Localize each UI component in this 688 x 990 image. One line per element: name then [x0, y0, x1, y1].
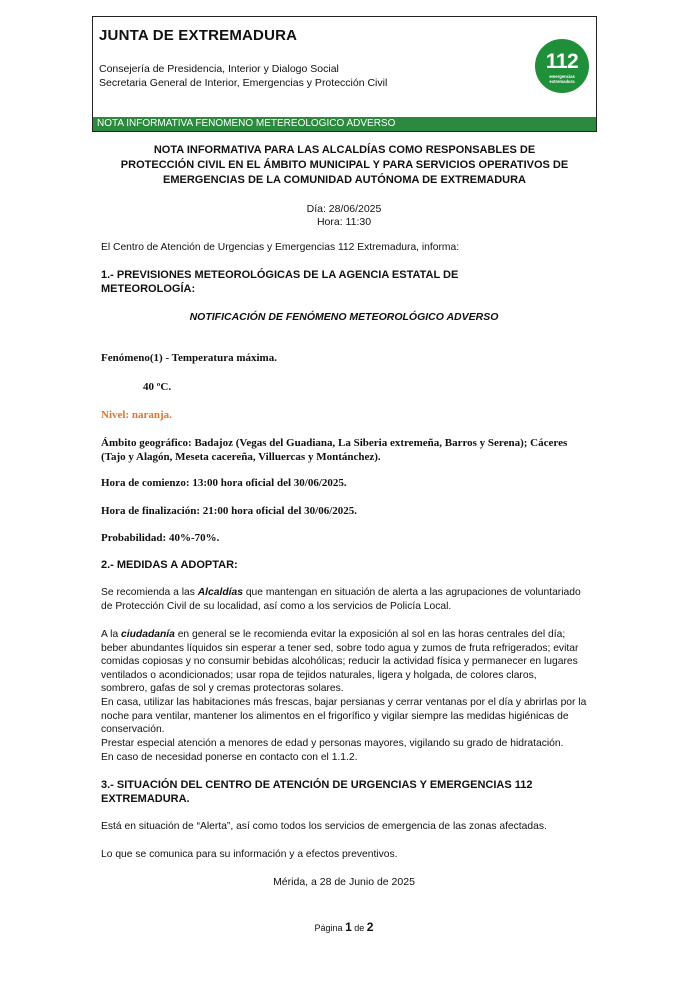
- temperature: 40 ºC.: [143, 381, 172, 393]
- measures-p2-line-5: sombrero, gafas de sol y cremas protectoras solares.: [101, 683, 344, 695]
- measures-p3-line-1: En casa, utilizar las habitaciones más frescas, bajar persianas y cerrar ventanas por el día y abrirlas por la: [101, 697, 587, 708]
- scope-line-1: Ámbito geográfico: Badajoz (Vegas del Guadiana, La Siberia extremeña, Barros y Serena); Cáceres: [101, 437, 568, 449]
- title-line-2: PROTECCIÓN CIVIL EN EL ÁMBITO MUNICIPAL Y PARA SERVICIOS OPERATIVOS DE: [120, 159, 569, 171]
- geographic-scope: [101, 436, 606, 464]
- measures-paragraph-1: [101, 586, 606, 613]
- section-1-heading-line-2: METEOROLOGÍA:: [101, 283, 196, 295]
- measures-paragraph-3: [101, 696, 606, 737]
- page-total: 2: [366, 920, 374, 934]
- section-3-heading: [101, 778, 606, 806]
- logo-number: 112: [545, 50, 579, 73]
- title-line-1: NOTA INFORMATIVA PARA LAS ALCALDÍAS COMO RESPONSABLES DE: [153, 144, 536, 156]
- text-run: en general se le recomienda evitar la exposición al sol en las horas centrales del día;: [174, 629, 566, 640]
- page-footer: [0, 920, 688, 934]
- page-current: 1: [345, 920, 352, 934]
- page-label: Página: [314, 923, 343, 933]
- start-time: Hora de comienzo: 13:00 hora oficial del 30/06/2025.: [101, 477, 347, 489]
- section-1-heading: [101, 268, 606, 296]
- emergencias-112-logo: [535, 39, 589, 93]
- section-3-heading-line-1: 3.- SITUACIÓN DEL CENTRO DE ATENCIÓN DE URGENCIAS Y EMERGENCIAS 112: [101, 779, 533, 791]
- warning-level: Nivel: naranja.: [101, 409, 172, 421]
- closing-text: Lo que se comunica para su información y a efectos preventivos.: [101, 849, 398, 860]
- title-line-3: EMERGENCIAS DE LA COMUNIDAD AUTÓNOMA DE EXTREMADURA: [163, 174, 526, 186]
- measures-paragraph-5: En caso de necesidad ponerse en contacto con el 1.1.2.: [101, 752, 358, 763]
- logo-text-1: emergencias: [549, 74, 575, 79]
- measures-p3-line-3: conservación.: [101, 724, 165, 736]
- document-header: [92, 16, 597, 132]
- document-title: [92, 143, 597, 188]
- warning-subtitle: NOTIFICACIÓN DE FENÓMENO METEOROLÓGICO ADVERSO: [189, 311, 499, 323]
- issue-date: Día: 28/06/2025: [306, 203, 382, 215]
- measures-p2-line-2: beber abundantes líquidos sin esperar a tener sed, sobre todo agua y zumos de fruta refrigerados; evitar: [101, 642, 579, 654]
- section-3-heading-line-2: EXTREMADURA.: [101, 793, 190, 805]
- measures-p1-line-2: de Protección Civil de su localidad, así como a los servicios de Policía Local.: [101, 600, 452, 612]
- of-label: de: [354, 923, 365, 933]
- center-status: Está en situación de “Alerta”, así como todos los servicios de emergencia de las zonas afectadas.: [101, 821, 547, 832]
- text-run: que mantengan en situación de alerta a las agrupaciones de voluntariado: [242, 587, 581, 598]
- probability: Probabilidad: 40%-70%.: [101, 532, 220, 544]
- signature-place-date: Mérida, a 28 de Junio de 2025: [273, 876, 415, 888]
- emphasis-ciudadania: ciudadanía: [121, 629, 175, 640]
- measures-p1-line-1: [101, 586, 606, 600]
- phenomenon: Fenómeno(1) - Temperatura máxima.: [101, 352, 277, 364]
- scope-line-2: (Tajo y Alagón, Meseta cacereña, Villuercas y Montánchez).: [101, 451, 381, 463]
- measures-p2-line-1: [101, 628, 606, 642]
- measures-p2-line-4: ventilados o acondicionados; usar ropa de tejidos naturales, ligera y holgada, de colores claros,: [101, 669, 537, 681]
- department-line-1: Consejería de Presidencia, Interior y Dialogo Social: [99, 63, 339, 75]
- end-time: Hora de finalización: 21:00 hora oficial del 30/06/2025.: [101, 505, 358, 517]
- header-banner: NOTA INFORMATIVA FENOMENO METEREOLOGICO ADVERSO: [93, 117, 596, 131]
- organization-name: JUNTA DE EXTREMADURA: [99, 27, 298, 44]
- section-1-heading-line-1: 1.- PREVISIONES METEOROLÓGICAS DE LA AGENCIA ESTATAL DE: [101, 269, 459, 281]
- measures-paragraph-4: Prestar especial atención a menores de edad y personas mayores, vigilando su grado de hidratación.: [101, 738, 564, 749]
- intro-text: El Centro de Atención de Urgencias y Emergencias 112 Extremadura, informa:: [101, 242, 460, 253]
- measures-paragraph-2: [101, 628, 606, 696]
- issue-time: Hora: 11:30: [316, 216, 372, 228]
- section-2-heading: 2.- MEDIDAS A ADOPTAR:: [101, 559, 238, 571]
- measures-p3-line-2: noche para ventilar, mantener los alimentos en el frigorífico y vigilar siempre las medidas higiénicas de: [101, 710, 569, 722]
- measures-p2-line-3: comidas copiosas y no consumir bebidas alcohólicas; reducir la actividad física y permanecer en lugares: [101, 656, 578, 668]
- logo-text-2: extremadura: [549, 79, 575, 84]
- text-run: Se recomienda a las: [101, 587, 198, 598]
- text-run: A la: [101, 629, 122, 640]
- emphasis-alcaldias: Alcaldías: [197, 587, 243, 598]
- department-line-2: Secretaria General de Interior, Emergencias y Protección Civil: [99, 77, 388, 89]
